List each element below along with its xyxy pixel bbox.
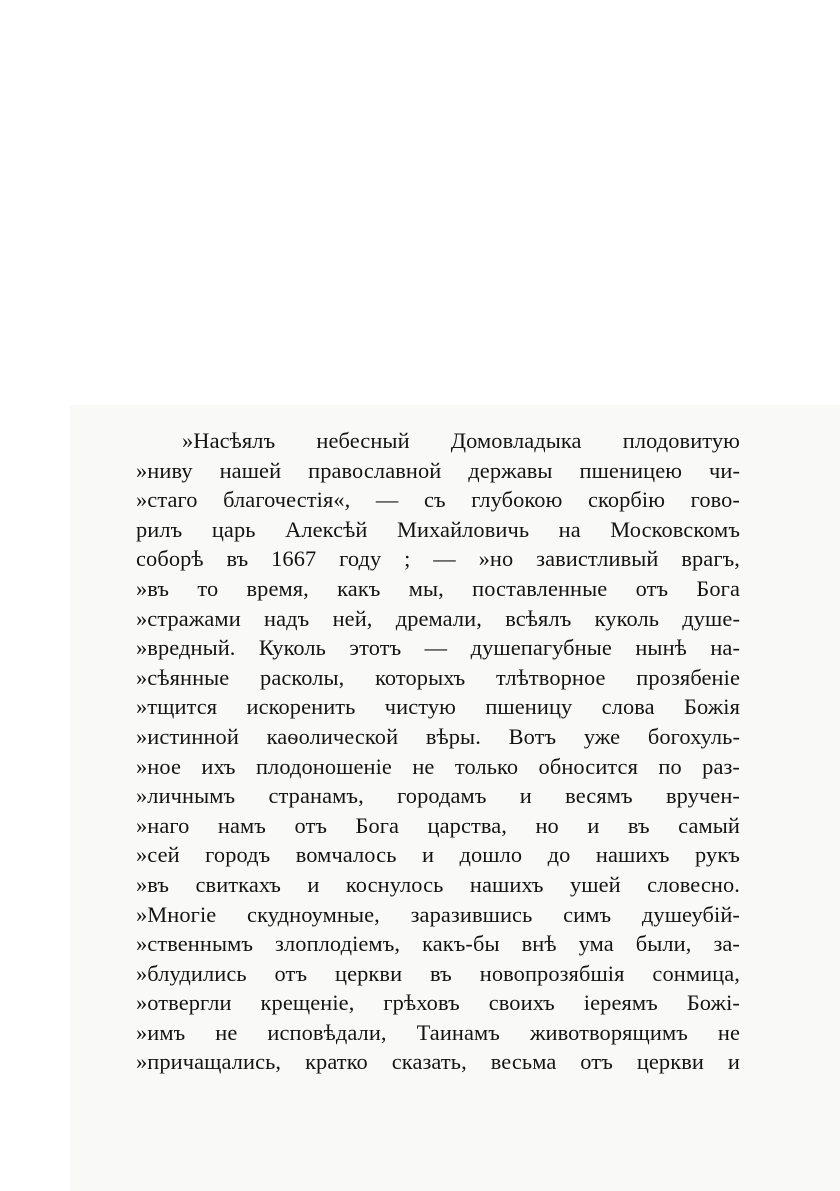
text-line: »личнымъ странамъ, городамъ и весямъ вручен-	[136, 783, 740, 809]
text-line: »сей городъ вомчалось и дошло до нашихъ рукъ	[136, 842, 740, 868]
text-line: »отвергли крещеніе, грѣховъ своихъ іереямъ Божі-	[136, 990, 740, 1016]
text-line: »Насѣялъ небесный Домовладыка плодовитую	[182, 428, 740, 453]
text-line: »стаго благочестія«, — съ глубокою скорбію гово-	[136, 487, 740, 513]
text-line: »въ свиткахъ и коснулось нашихъ ушей словесно.	[136, 871, 740, 897]
text-line: »вредный. Куколь этотъ — душепагубные нынѣ на-	[136, 635, 740, 661]
text-line: »ственнымъ злоплодіемъ, какъ-бы внѣ ума были, за-	[136, 931, 740, 957]
text-line: »стражами надъ ней, дремали, всѣялъ куколь душе-	[136, 605, 740, 631]
text-line: »имъ не исповѣдали, Таинамъ животворящимъ не	[136, 1019, 740, 1045]
text-line: рилъ царь Алексѣй Михайловичь на Московскомъ	[136, 516, 740, 542]
text-line: »сѣянные расколы, которыхъ тлѣтворное прозябеніе	[136, 664, 740, 690]
text-line: »истинной каѳолической вѣры. Вотъ уже богохуль-	[136, 723, 740, 749]
text-line: »наго намъ отъ Бога царства, но и въ самый	[136, 812, 740, 838]
text-line: »тщится искоренить чистую пшеницу слова Божія	[136, 694, 740, 720]
text-line: »ное ихъ плодоношеніе не только обносится по раз-	[136, 753, 740, 779]
text-line: »въ то время, какъ мы, поставленные отъ Бога	[136, 575, 740, 601]
text-line: »ниву нашей православной державы пшеницею чи-	[136, 457, 740, 483]
body-text	[136, 426, 740, 1077]
text-line: »блудились отъ церкви въ новопрозябшія сонмица,	[136, 960, 740, 986]
text-line: »Многіе скудноумные, заразившись симъ душеубій-	[136, 901, 740, 927]
text-line: »причащались, кратко сказать, весьма отъ церкви и	[136, 1049, 740, 1075]
text-line: соборѣ въ 1667 году ; — »но завистливый врагъ,	[136, 546, 740, 572]
